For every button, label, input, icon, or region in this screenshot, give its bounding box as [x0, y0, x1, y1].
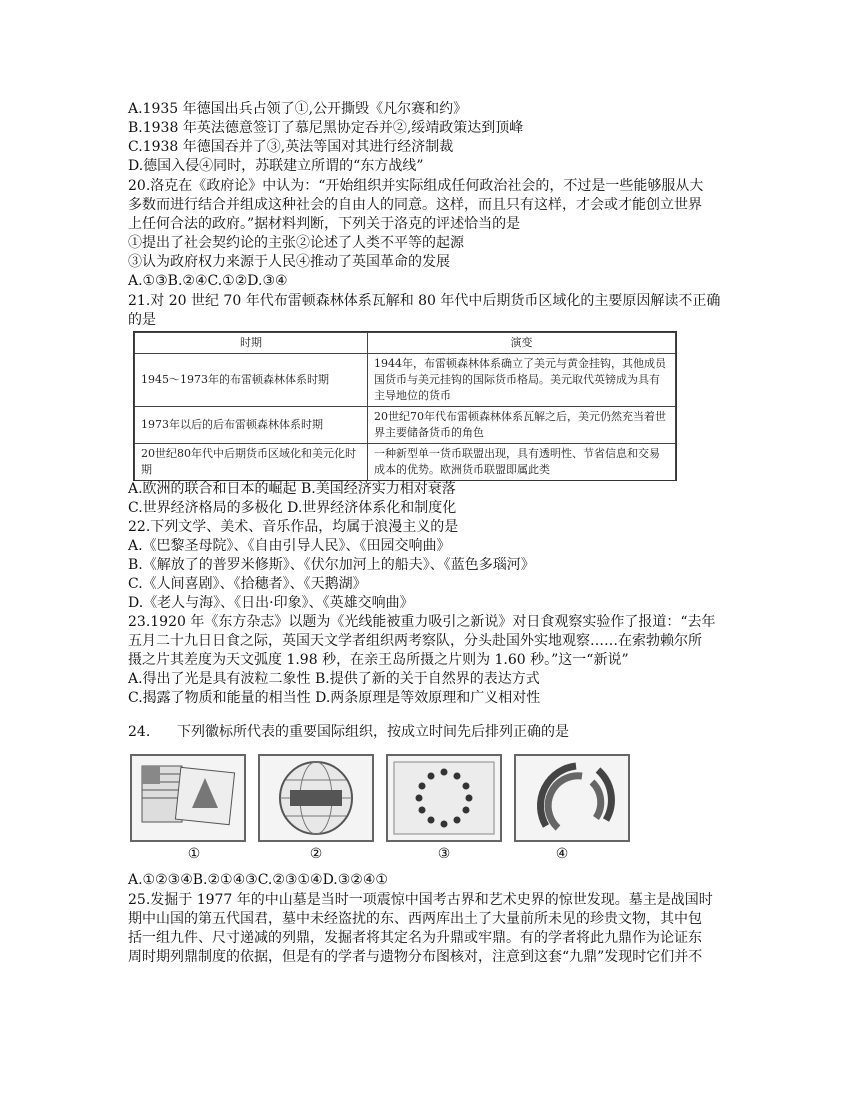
q23-option-line: A.得出了光是具有波粒二象性 B.提供了新的关于自然界的表达方式: [128, 671, 540, 687]
q21-stem-line: 的是: [128, 312, 156, 328]
q19-option-a: A.1935 年德国出兵占领了①,公开撕毁《凡尔赛和约》: [128, 101, 468, 117]
q23-stem-line: 五月二十九日日食之际，英国天文学者组织两考察队，分头赴国外实地观察……在索勃赖尔所: [128, 633, 702, 649]
table-row: [135, 407, 676, 444]
nafta-flags-icon: [130, 754, 246, 842]
q22-option-b: B.《解放了的普罗米修斯》、《伏尔加河上的船夫》、《蓝色多瑙河》: [128, 557, 535, 573]
q25-stem-line: 25.发掘于 1977 年的中山墓是当时一项震惊中国考古界和艺术史界的惊世发现。墓主是战国时: [128, 892, 713, 908]
table-row: [135, 354, 676, 407]
currency-system-table: [133, 331, 677, 481]
apec-globe-icon: [258, 754, 374, 842]
table-header: 演变: [368, 333, 676, 354]
emblem-label: ④: [555, 846, 569, 862]
q20-item-line: ①提出了社会契约论的主张②论述了人类不平等的起源: [128, 235, 464, 251]
q19-option-d: D.德国入侵④同时，苏联建立所谓的“东方战线”: [128, 158, 424, 174]
q23-stem-line: 23.1920 年《东方杂志》以题为《光线能被重力吸引之新说》对日食观察实验作了报道：“去年: [128, 614, 716, 630]
q25-stem-line: 周时期列鼎制度的依据，但是有的学者与遗物分布图核对，注意到这套“九鼎”发现时它们并不: [128, 949, 703, 965]
q23-stem-line: 摄之片其差度为天文弧度 1.98 秒，在亲王岛所摄之片则为 1.60 秒。”这一“新说”: [128, 652, 629, 668]
q20-options: A.①③B.②④C.①②D.③④: [128, 273, 288, 289]
emblem-label: ③: [437, 846, 451, 862]
table-row: [135, 444, 676, 481]
table-cell: 1973年以后的后布雷顿森林体系时期: [135, 407, 368, 444]
q20-stem-line: 20.洛克在《政府论》中认为：“开始组织并实际组成任何政治社会的，不过是一些能够服从大: [128, 178, 704, 194]
q25-stem-line: 括一组九件、尺寸递减的列鼎，发掘者将其定名为升鼎或牢鼎。有的学者将此九鼎作为论证东: [128, 930, 702, 946]
q22-option-d: D.《老人与海》、《日出·印象》、《英雄交响曲》: [128, 595, 414, 611]
table-cell: 20世纪80年代中后期货币区域化和美元化时期: [135, 444, 368, 481]
q21-option-line: C.世界经济格局的多极化 D.世界经济体系化和制度化: [128, 500, 457, 516]
q20-stem-line: 上任何合法的政府。”据材料判断，下列关于洛克的评述恰当的是: [128, 216, 521, 232]
q22-option-c: C.《人间喜剧》、《拾穗者》、《天鹅湖》: [128, 576, 367, 592]
q24-options: A.①②③④B.②①④③C.②③①④D.③②④①: [128, 872, 388, 888]
table-header: 时期: [135, 333, 368, 354]
q22-option-a: A.《巴黎圣母院》、《自由引导人民》、《田园交响曲》: [128, 538, 451, 554]
q23-option-line: C.揭露了物质和能量的相当性 D.两条原理是等效原理和广义相对性: [128, 690, 541, 706]
emblem-label: ①: [187, 846, 201, 862]
q19-option-c: C.1938 年德国吞并了③,英法等国对其进行经济制裁: [128, 139, 454, 155]
emblem-label: ②: [309, 846, 323, 862]
table-cell: 1944年，布雷顿森林体系确立了美元与黄金挂钩，其他成员国货币与美元挂钩的国际货币格局。美元取代英镑成为具有主导地位的货币: [368, 354, 676, 407]
table-cell: 一种新型单一货币联盟出现，具有透明性、节省信息和交易成本的优势。欧洲货币联盟即属此类: [368, 444, 676, 481]
q21-stem-line: 21.对 20 世纪 70 年代布雷顿森林体系瓦解和 80 年代中后期货币区域化的主要原因解读不正确: [128, 293, 721, 309]
q19-option-b: B.1938 年英法德意签订了慕尼黑协定吞并②,绥靖政策达到顶峰: [128, 120, 524, 136]
q20-stem-line: 多数而进行结合并组成这种社会的自由人的同意。这样，而且只有这样，才会或才能创立世界: [128, 197, 702, 213]
q20-item-line: ③认为政府权力来源于人民④推动了英国革命的发展: [128, 254, 450, 270]
q25-stem-line: 期中山国的第五代国君，墓中未经盗扰的东、西两库出土了大量前所未见的珍贵文物，其中包: [128, 911, 702, 927]
eu-stars-icon: [386, 754, 502, 842]
q21-option-line: A.欧洲的联合和日本的崛起 B.美国经济实力相对衰落: [128, 481, 456, 497]
q22-stem: 22.下列文学、美术、音乐作品，均属于浪漫主义的是: [128, 519, 459, 535]
wto-logo-icon: [514, 754, 630, 842]
q24-emblems: [128, 748, 658, 870]
q24-number: 24.: [128, 724, 151, 740]
table-cell: 20世纪70年代布雷顿森林体系瓦解之后，美元仍然充当着世界主要储备货币的角色: [368, 407, 676, 444]
q24-stem: 下列徽标所代表的重要国际组织，按成立时间先后排列正确的是: [177, 724, 569, 740]
table-cell: 1945～1973年的布雷顿森林体系时期: [135, 354, 368, 407]
